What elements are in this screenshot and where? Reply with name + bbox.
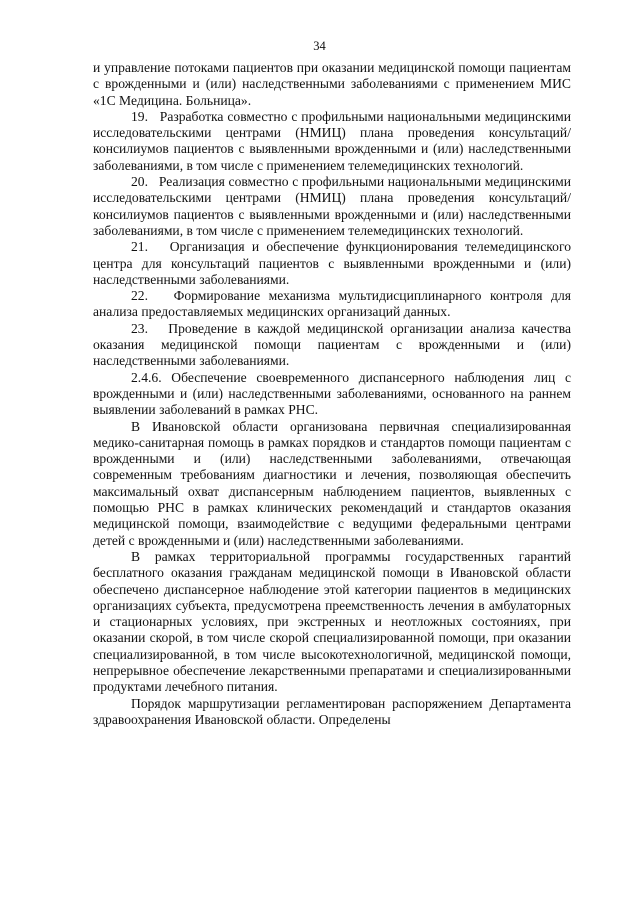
list-item-20: 20. Реализация совместно с профильными национальными медицинскими исследовательскими центрами (НМИЦ) плана проведения консультаций/консилиумов пациентов с выявленными врожденными и (или) наследственными заболеваниями, в том числе с применением телемедицинских технологий. xyxy=(93,174,571,238)
page-number: 34 xyxy=(313,39,326,53)
paragraph-continuation: и управление потоками пациентов при оказании медицинской помощи пациентам с врожденными и (или) наследственными заболеваниями с применением МИС «1С Медицина. Больница». xyxy=(93,60,571,108)
list-item-19: 19. Разработка совместно с профильными национальными медицинскими исследовательскими центрами (НМИЦ) плана проведения консультаций/консилиумов пациентов с выявленными врожденными и (или) наследственными заболеваниями, в том числе с применением телемедицинских технологий. xyxy=(93,108,571,173)
paragraph-routing-order: Порядок маршрутизации регламентирован распоряжением Департамента здравоохранения Ивановской области. Определены xyxy=(93,695,571,727)
list-item-23: 23. Проведение в каждой медицинской организации анализа качества оказания медицинской помощи пациентам с врожденными и (или) наследственными заболеваниями. xyxy=(93,320,571,369)
paragraph-territorial-program: В рамках территориальной программы государственных гарантий бесплатного оказания гражданам медицинской помощи в Ивановской области обеспечено диспансерное наблюдение этой категории пациентов в медицинских организациях субъекта, предусмотрена преемственность лечения в амбулаторных и стационарных условиях, при экстренных и неотложных состояниях, при оказании скорой, в том числе скорой специализированной помощи, при оказании специализированной, в том числе высокотехнологичной, медицинской помощи, непрерывное обеспечение лекарственными препаратами и специализированными продуктами лечебного питания. xyxy=(93,548,571,695)
list-item-21: 21. Организация и обеспечение функционирования телемедицинского центра для консультаций пациентов с выявленными врожденными и (или) наследственными заболеваниями. xyxy=(93,239,571,287)
paragraph-ivanovo-care: В Ивановской области организована первичная специализированная медико-санитарная помощь в рамках порядков и стандартов помощи пациентам с врожденными и (или) наследственными заболеваниями, отвечающая современным требованиям диагностики и лечения, позволяющая обеспечить максимальный охват диспансерным наблюдением пациентов, выявленных с помощью РНС в рамках клинических рекомендаций и стандартов оказания медицинской помощи, взаимодействие с ведущими федеральными центрами детей с врожденными и (или) наследственными заболеваниями. xyxy=(93,418,571,548)
document-body xyxy=(93,60,571,728)
list-item-22: 22. Формирование механизма мультидисциплинарного контроля для анализа предоставляемых медицинских организаций данных. xyxy=(93,288,571,320)
section-2-4-6: 2.4.6. Обеспечение своевременного диспансерного наблюдения лиц с врожденными и (или) наследственными заболеваниями, основанного на раннем выявлении заболеваний в рамках РНС. xyxy=(93,369,571,418)
